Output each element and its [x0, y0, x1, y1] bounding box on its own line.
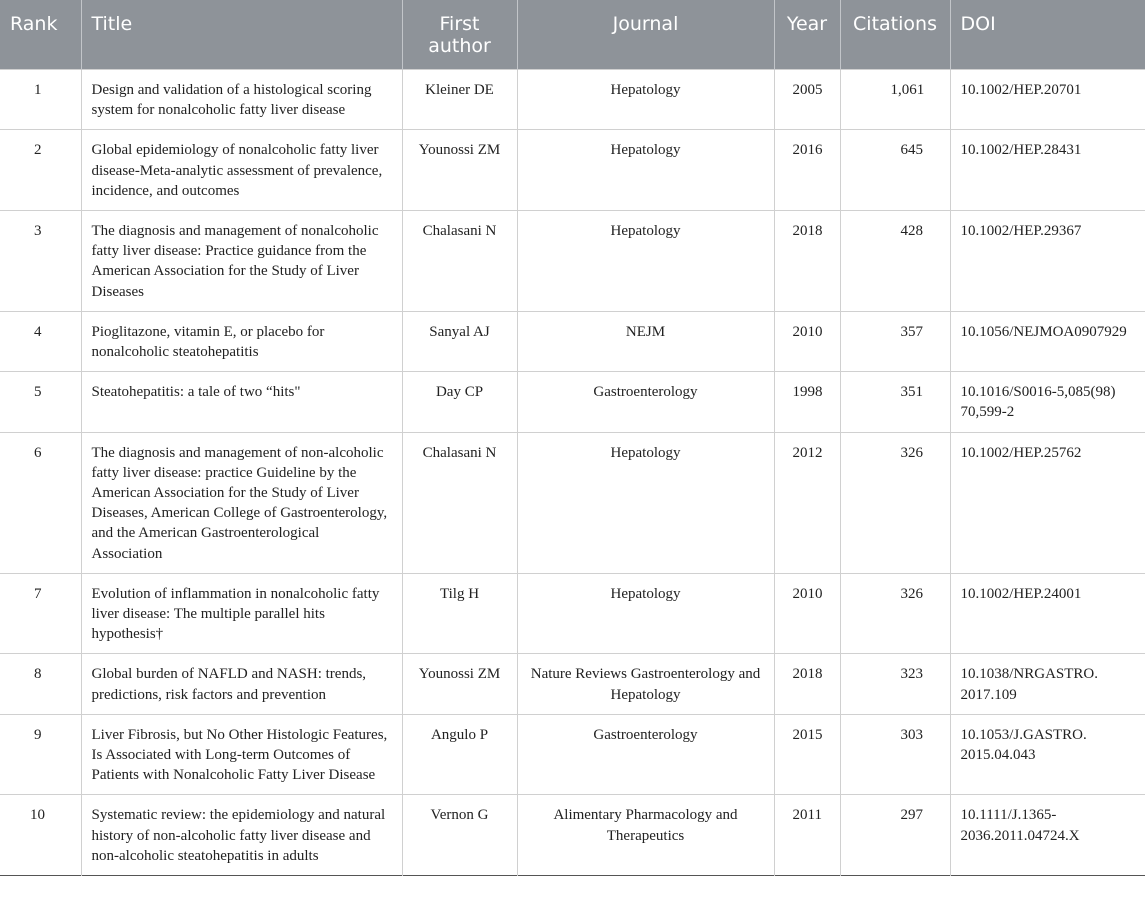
- cell-year: 2012: [774, 432, 840, 573]
- cell-citations: 326: [840, 432, 950, 573]
- cell-journal: Gastroenterology: [517, 372, 774, 432]
- table-row: [0, 795, 1145, 876]
- cell-author: Tilg H: [402, 573, 517, 654]
- cell-citations: 645: [840, 130, 950, 211]
- cell-rank: 3: [0, 211, 81, 312]
- header-journal: Journal: [517, 0, 774, 70]
- cell-rank: 2: [0, 130, 81, 211]
- cell-journal: Hepatology: [517, 432, 774, 573]
- cell-title: Evolution of inflammation in nonalcoholic fatty liver disease: The multiple parallel hits hypothesis†: [81, 573, 402, 654]
- table-row: [0, 211, 1145, 312]
- table-row: [0, 311, 1145, 371]
- cell-journal: Hepatology: [517, 211, 774, 312]
- cell-rank: 8: [0, 654, 81, 714]
- cell-citations: 303: [840, 714, 950, 795]
- cell-doi: 10.1016/S0016-5,085(98) 70,599-2: [950, 372, 1145, 432]
- cell-doi: 10.1056/NEJMOA0907929: [950, 311, 1145, 371]
- header-rank: Rank: [10, 13, 58, 35]
- cell-title: Design and validation of a histological scoring system for nonalcoholic fatty liver disease: [81, 70, 402, 130]
- cell-journal: Hepatology: [517, 70, 774, 130]
- cell-doi: 10.1038/NRGASTRO. 2017.109: [950, 654, 1145, 714]
- cell-rank: 5: [0, 372, 81, 432]
- header-row: [0, 0, 1145, 70]
- cell-year: 1998: [774, 372, 840, 432]
- cell-title: Global epidemiology of nonalcoholic fatty liver disease-Meta-analytic assessment of prevalence, incidence, and outcomes: [81, 130, 402, 211]
- header-doi: DOI: [950, 0, 1145, 70]
- cell-rank: 10: [0, 795, 81, 876]
- cell-year: 2011: [774, 795, 840, 876]
- cell-title: Liver Fibrosis, but No Other Histologic Features, Is Associated with Long-term Outcomes of Patients with Nonalcoholic Fatty Liver Disease: [81, 714, 402, 795]
- cell-title: Global burden of NAFLD and NASH: trends, predictions, risk factors and prevention: [81, 654, 402, 714]
- cell-author: Younossi ZM: [402, 654, 517, 714]
- cell-year: 2018: [774, 654, 840, 714]
- cell-journal: Nature Reviews Gastroenterology and Hepatology: [517, 654, 774, 714]
- table-row: [0, 573, 1145, 654]
- cell-year: 2005: [774, 70, 840, 130]
- cell-citations: 357: [840, 311, 950, 371]
- cell-citations: 428: [840, 211, 950, 312]
- cell-title: Systematic review: the epidemiology and natural history of non-alcoholic fatty liver disease and non-alcoholic steatohepatitis in adults: [81, 795, 402, 876]
- cell-doi: 10.1002/HEP.20701: [950, 70, 1145, 130]
- cell-rank: 7: [0, 573, 81, 654]
- cell-author: Chalasani N: [402, 211, 517, 312]
- cell-citations: 351: [840, 372, 950, 432]
- cell-rank: 9: [0, 714, 81, 795]
- cell-year: 2018: [774, 211, 840, 312]
- cell-year: 2010: [774, 311, 840, 371]
- cell-title: Steatohepatitis: a tale of two “hits": [81, 372, 402, 432]
- cell-doi: 10.1111/J.1365- 2036.2011.04724.X: [950, 795, 1145, 876]
- table-row: [0, 654, 1145, 714]
- table-row: [0, 714, 1145, 795]
- table-row: [0, 372, 1145, 432]
- cell-author: Angulo P: [402, 714, 517, 795]
- cell-journal: Hepatology: [517, 130, 774, 211]
- cell-title: The diagnosis and management of nonalcoholic fatty liver disease: Practice guidance from the American Association for the Study of Liver Diseases: [81, 211, 402, 312]
- table-row: [0, 432, 1145, 573]
- cell-citations: 323: [840, 654, 950, 714]
- cell-citations: 1,061: [840, 70, 950, 130]
- cell-author: Day CP: [402, 372, 517, 432]
- header-title: Title: [81, 0, 402, 70]
- cell-doi: 10.1002/HEP.28431: [950, 130, 1145, 211]
- cell-author: Sanyal AJ: [402, 311, 517, 371]
- cell-rank: 4: [0, 311, 81, 371]
- cell-author: Kleiner DE: [402, 70, 517, 130]
- header-year: Year: [774, 0, 840, 70]
- cell-rank: 6: [0, 432, 81, 573]
- cell-year: 2016: [774, 130, 840, 211]
- cell-citations: 297: [840, 795, 950, 876]
- table-row: [0, 70, 1145, 130]
- cell-journal: Alimentary Pharmacology and Therapeutics: [517, 795, 774, 876]
- cell-rank: 1: [0, 70, 81, 130]
- cell-author: Vernon G: [402, 795, 517, 876]
- cell-journal: Gastroenterology: [517, 714, 774, 795]
- header-citations: Citations: [840, 0, 950, 70]
- cell-journal: NEJM: [517, 311, 774, 371]
- cell-doi: 10.1002/HEP.25762: [950, 432, 1145, 573]
- cell-title: The diagnosis and management of non-alcoholic fatty liver disease: practice Guideline by the American Association for the Study of Liver Diseases, American College of Gastroenterology, and the American Gastroenterological Association: [81, 432, 402, 573]
- cell-title: Pioglitazone, vitamin E, or placebo for nonalcoholic steatohepatitis: [81, 311, 402, 371]
- cell-citations: 326: [840, 573, 950, 654]
- header-first-author: First author: [402, 0, 517, 70]
- cell-doi: 10.1002/HEP.24001: [950, 573, 1145, 654]
- cell-doi: 10.1002/HEP.29367: [950, 211, 1145, 312]
- cell-year: 2010: [774, 573, 840, 654]
- cell-doi: 10.1053/J.GASTRO. 2015.04.043: [950, 714, 1145, 795]
- cell-journal: Hepatology: [517, 573, 774, 654]
- cell-author: Chalasani N: [402, 432, 517, 573]
- cell-year: 2015: [774, 714, 840, 795]
- cell-author: Younossi ZM: [402, 130, 517, 211]
- table-row: [0, 130, 1145, 211]
